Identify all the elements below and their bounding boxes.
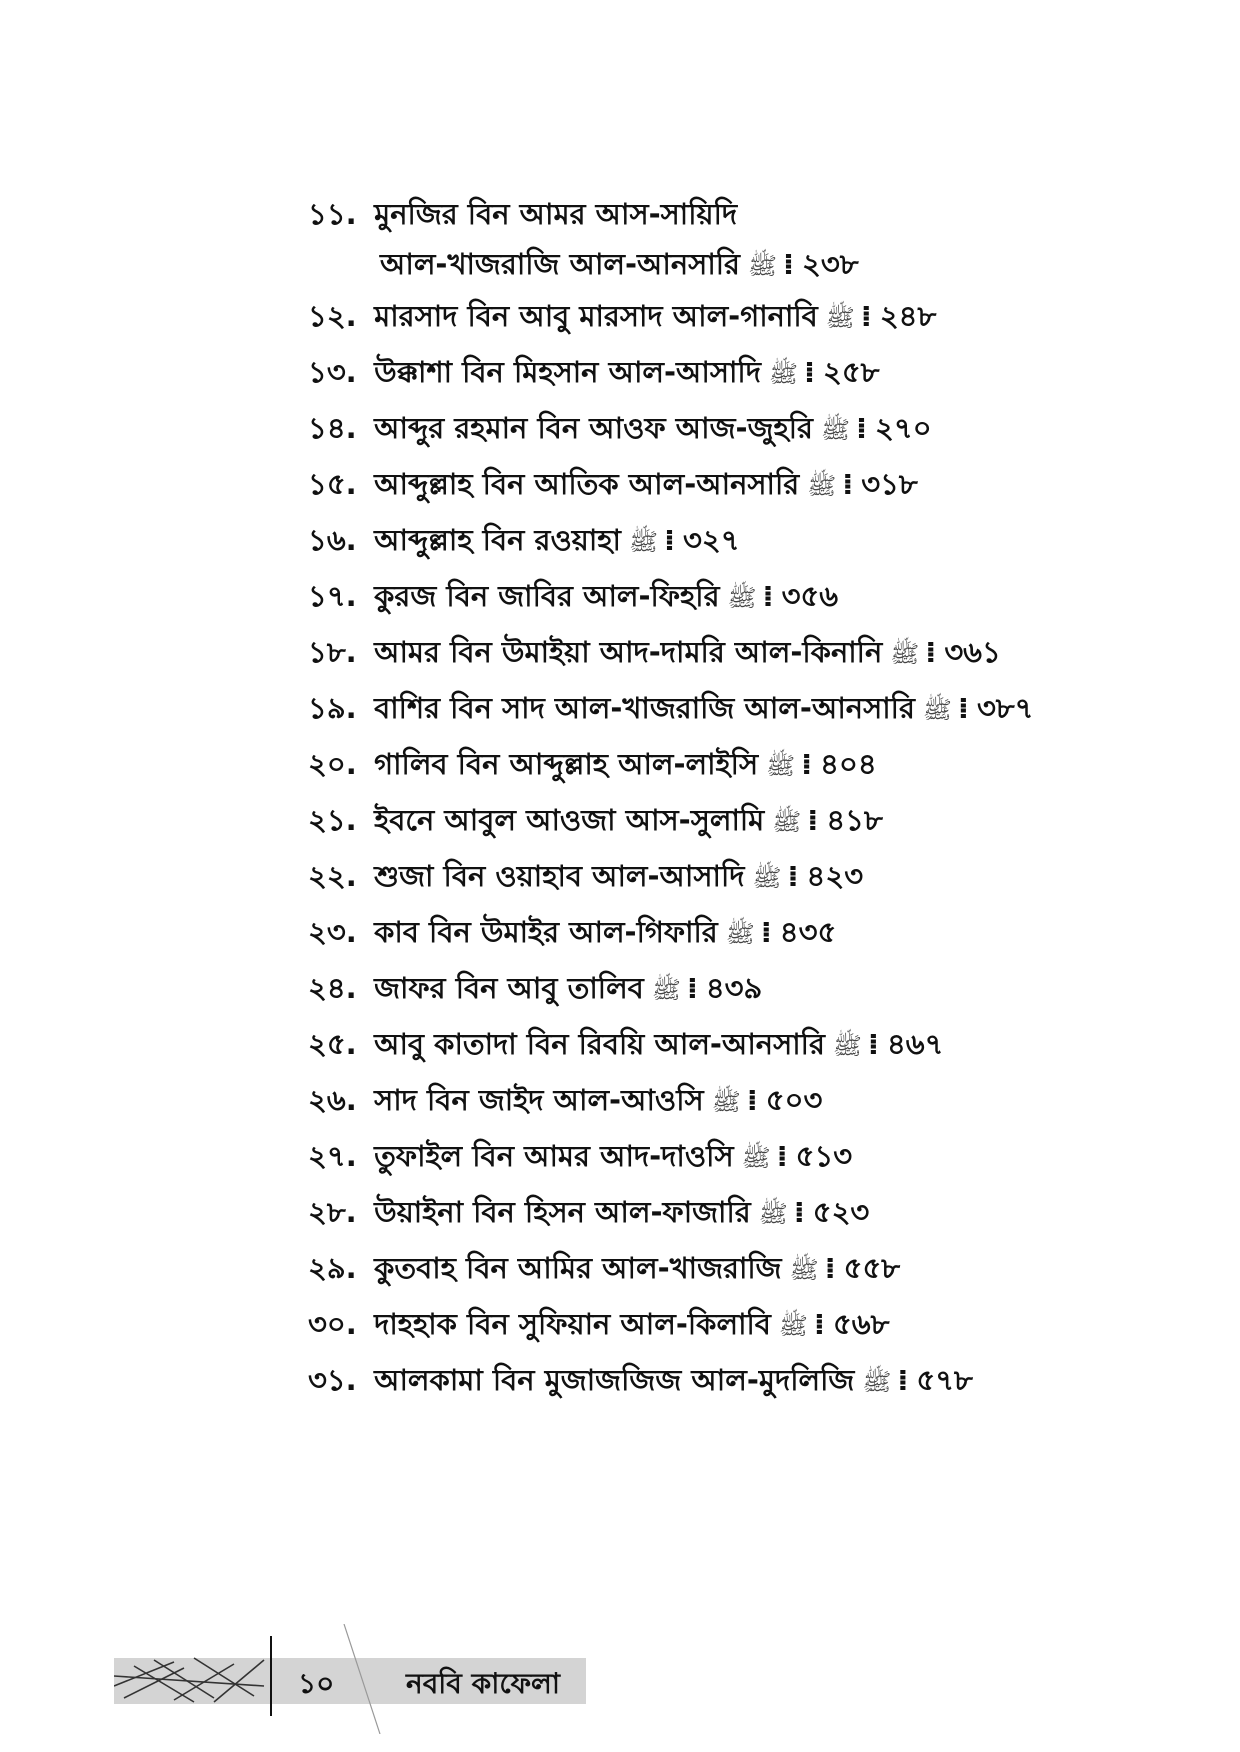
toc-entry — [308, 522, 1208, 560]
toc-entry — [308, 1306, 1208, 1344]
honorific-symbol: ﷺ — [807, 472, 837, 500]
entry-number: ২৮. — [308, 1195, 357, 1229]
page-number: ১০ — [298, 1667, 335, 1700]
toc-entry — [308, 354, 1208, 392]
entry-title: দাহহাক বিন সুফিয়ান আল-কিলাবি — [374, 1307, 771, 1341]
footer-decoration-icon — [114, 1646, 274, 1710]
honorific-symbol: ﷺ — [766, 752, 796, 780]
honorific-symbol: ﷺ — [727, 584, 757, 612]
honorific-symbol: ﷺ — [778, 1312, 808, 1340]
separator-icon: ⁞ — [762, 579, 774, 613]
entry-page: ৪৩৫ — [779, 915, 837, 949]
honorific-symbol: ﷺ — [748, 252, 777, 280]
separator-icon: ⁞ — [663, 523, 675, 557]
toc-entry — [308, 858, 1208, 896]
toc-entry — [308, 578, 1208, 616]
separator-icon: ⁞ — [957, 691, 969, 725]
honorific-symbol: ﷺ — [789, 1256, 819, 1284]
honorific-symbol: ﷺ — [628, 528, 658, 556]
separator-icon: ⁞ — [867, 1027, 879, 1061]
entry-page: ৩২৭ — [682, 523, 740, 557]
entry-page: ৪৬৭ — [886, 1027, 944, 1061]
footer-slash-line — [340, 1624, 400, 1734]
entry-title: উক্কাশা বিন মিহসান আল-আসাদি — [374, 355, 761, 389]
toc-entry — [308, 196, 1208, 284]
separator-icon: ⁞ — [807, 803, 819, 837]
entry-number: ৩১. — [308, 1363, 357, 1397]
entry-title-continuation: আল-খাজরাজি আল-আনসারি ﷺ ⁞ ২৩৮ — [380, 247, 859, 281]
toc-entry — [308, 1362, 1208, 1400]
entry-title: আব্দুল্লাহ বিন আতিক আল-আনসারি — [374, 467, 800, 501]
entry-title: উয়াইনা বিন হিসন আল-ফাজারি — [374, 1195, 751, 1229]
entry-title: জাফর বিন আবু তালিব — [374, 971, 644, 1005]
entry-title: সাদ বিন জাইদ আল-আওসি — [374, 1083, 704, 1117]
toc-entry — [308, 634, 1208, 672]
entry-number: ১৮. — [308, 635, 357, 669]
toc-entry — [308, 298, 1208, 336]
table-of-contents — [308, 196, 1208, 1400]
entry-number: ২৩. — [308, 915, 357, 949]
entry-page: ৪০৪ — [820, 747, 877, 781]
entry-page: ২৪৮ — [879, 299, 937, 333]
toc-entry — [308, 1138, 1208, 1176]
entry-page: ৫৭৮ — [916, 1363, 973, 1397]
entry-title: আবু কাতাদা বিন রিবয়ি আল-আনসারি — [374, 1027, 825, 1061]
honorific-symbol: ﷺ — [711, 1088, 741, 1116]
separator-icon: ⁞ — [776, 1139, 788, 1173]
toc-entry — [308, 802, 1208, 840]
separator-icon: ⁞ — [803, 355, 815, 389]
separator-icon: ⁞ — [813, 1307, 825, 1341]
entry-number: ৩০. — [308, 1307, 357, 1341]
entry-number: ১৫. — [308, 467, 357, 501]
entry-number: ২৫. — [308, 1027, 357, 1061]
honorific-symbol: ﷺ — [832, 1032, 862, 1060]
honorific-symbol: ﷺ — [825, 304, 855, 332]
honorific-symbol: ﷺ — [752, 864, 782, 892]
entry-number: ১২. — [308, 299, 357, 333]
entry-number: ২৯. — [308, 1251, 357, 1285]
entry-title: গালিব বিন আব্দুল্লাহ আল-লাইসি — [374, 747, 759, 781]
entry-title: আব্দুল্লাহ বিন রওয়াহা — [374, 523, 621, 557]
toc-entry — [308, 746, 1208, 784]
separator-icon: ⁞ — [824, 1251, 836, 1285]
entry-title: মুনজির বিন আমর আস-সায়িদি — [374, 197, 738, 231]
toc-entry — [308, 914, 1208, 952]
separator-icon: ⁞ — [760, 915, 772, 949]
honorific-symbol: ﷺ — [922, 696, 952, 724]
entry-number: ২৬. — [308, 1083, 357, 1117]
toc-entry — [308, 466, 1208, 504]
honorific-symbol: ﷺ — [758, 1200, 788, 1228]
entry-page: ২৫৮ — [823, 355, 880, 389]
entry-number: ১৭. — [308, 579, 357, 613]
toc-entry — [308, 690, 1208, 728]
entry-number: ১৬. — [308, 523, 357, 557]
separator-icon: ⁞ — [842, 467, 854, 501]
entry-page: ৩৫৬ — [781, 579, 839, 613]
separator-icon: ⁞ — [925, 635, 937, 669]
separator-icon: ⁞ — [686, 971, 698, 1005]
entry-page: ৫৬৮ — [832, 1307, 890, 1341]
separator-icon: ⁞ — [793, 1195, 805, 1229]
entry-number: ২১. — [308, 803, 357, 837]
entry-number: ২০. — [308, 747, 357, 781]
honorific-symbol: ﷺ — [772, 808, 802, 836]
entry-title: কুতবাহ বিন আমির আল-খাজরাজি — [374, 1251, 782, 1285]
entry-title: বাশির বিন সাদ আল-খাজরাজি আল-আনসারি — [374, 691, 915, 725]
entry-page: ৫০৩ — [765, 1083, 823, 1117]
honorific-symbol: ﷺ — [821, 416, 850, 444]
entry-number: ১৪. — [308, 411, 357, 445]
entry-page: ৫১৩ — [795, 1139, 853, 1173]
entry-title: আব্দুর রহমান বিন আওফ আজ-জুহরি — [374, 411, 813, 445]
entry-title: কুরজ বিন জাবির আল-ফিহরি — [374, 579, 720, 613]
toc-entry — [308, 1082, 1208, 1120]
entry-page: ৩৮৭ — [976, 691, 1034, 725]
entry-page: ৩১৮ — [861, 467, 918, 501]
entry-page: ৫৫৮ — [843, 1251, 901, 1285]
separator-icon: ⁞ — [783, 247, 795, 281]
separator-icon: ⁞ — [856, 411, 868, 445]
entry-page: ২৩৮ — [802, 247, 859, 281]
separator-icon: ⁞ — [787, 859, 799, 893]
entry-number: ২৪. — [308, 971, 357, 1005]
separator-icon: ⁞ — [801, 747, 813, 781]
toc-entry — [308, 970, 1208, 1008]
entry-page: ২৭০ — [875, 411, 932, 445]
honorific-symbol: ﷺ — [862, 1368, 892, 1396]
entry-title: আমর বিন উমাইয়া আদ-দামরি আল-কিনানি — [374, 635, 883, 669]
toc-entry — [308, 410, 1208, 448]
entry-number: ১৩. — [308, 355, 357, 389]
entry-page: ৪১৮ — [826, 803, 883, 837]
toc-entry — [308, 1250, 1208, 1288]
toc-entry — [308, 1026, 1208, 1064]
entry-page: ৪৩৯ — [705, 971, 763, 1005]
entry-title: মারসাদ বিন আবু মারসাদ আল-গানাবি — [374, 299, 818, 333]
entry-title: শুজা বিন ওয়াহাব আল-আসাদি — [374, 859, 745, 893]
honorific-symbol: ﷺ — [890, 640, 920, 668]
honorific-symbol: ﷺ — [725, 920, 755, 948]
book-title: নববি কাফেলা — [406, 1667, 561, 1700]
entry-number: ১৯. — [308, 691, 357, 725]
honorific-symbol: ﷺ — [741, 1144, 771, 1172]
entry-page: ৩৬১ — [944, 635, 1001, 669]
entry-title: তুফাইল বিন আমর আদ-দাওসি — [374, 1139, 734, 1173]
entry-title: কাব বিন উমাইর আল-গিফারি — [374, 915, 718, 949]
entry-page: ৪২৩ — [806, 859, 864, 893]
entry-title: আলকামা বিন মুজাজজিজ আল-মুদলিজি — [374, 1363, 855, 1397]
honorific-symbol: ﷺ — [768, 360, 798, 388]
toc-entry — [308, 1194, 1208, 1232]
separator-icon: ⁞ — [860, 299, 872, 333]
entry-page: ৫২৩ — [812, 1195, 870, 1229]
entry-title: ইবনে আবুল আওজা আস-সুলামি — [374, 803, 765, 837]
entry-number: ২৭. — [308, 1139, 357, 1173]
entry-number: ১১. — [308, 197, 357, 231]
separator-icon: ⁞ — [897, 1363, 909, 1397]
footer-divider — [270, 1636, 272, 1716]
separator-icon: ⁞ — [746, 1083, 758, 1117]
honorific-symbol: ﷺ — [651, 976, 681, 1004]
entry-number: ২২. — [308, 859, 357, 893]
